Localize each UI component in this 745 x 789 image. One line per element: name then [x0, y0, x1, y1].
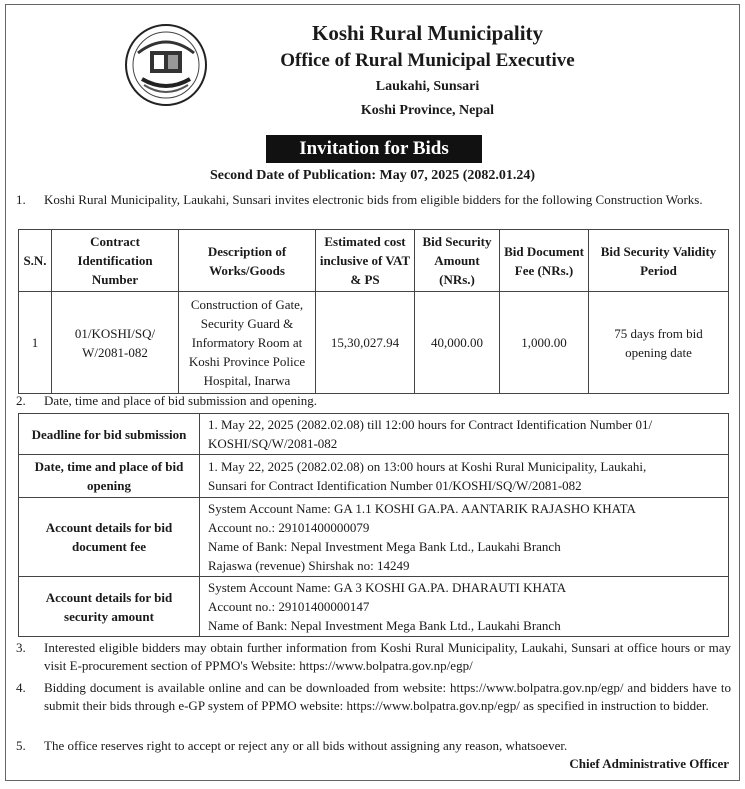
col-bid-security: Bid Security Amount (NRs.): [415, 230, 500, 292]
paragraph-5: 5. The office reserves right to accept or reject any or all bids without assigning any reason, whatsoever.: [16, 738, 568, 753]
publication-date: Second Date of Publication: May 07, 2025 (2082.01.24): [209, 168, 536, 183]
schedule-table: [18, 413, 729, 637]
org-name: Koshi Rural Municipality: [311, 21, 544, 45]
paragraph-1: 1. Koshi Rural Municipality, Laukahi, Sunsari invites electronic bids from eligible bidders for the following Construction Works.: [16, 192, 703, 207]
fee-account-label: Account details for bid document fee: [19, 498, 200, 577]
fee-account-value: System Account Name: GA 1.1 KOSHI GA.PA. AANTARIK RAJASHO KHATA Account no.: 29101400000079 Name of Bank: Nepal Investment Mega Bank Ltd., Laukahi Branch Rajaswa (revenue) Shirshak no: 14249: [200, 498, 729, 577]
notice-title: Invitation for Bids: [266, 135, 482, 163]
deadline-value: 1. May 22, 2025 (2082.02.08) till 12:00 hours for Contract Identification Number 01/ KOSHI/SQ/W/2081-082: [200, 414, 729, 455]
office-name: Office of Rural Municipal Executive: [280, 50, 575, 71]
cell-description: Construction of Gate, Security Guard & Informatory Room at Koshi Province Police Hospital, Inarwa: [179, 292, 316, 394]
notice-page: [5, 4, 740, 781]
security-account-value: System Account Name: GA 3 KOSHI GA.PA. DHARAUTI KHATA Account no.: 29101400000147 Name of Bank: Nepal Investment Mega Bank Ltd., Laukahi Branch: [200, 577, 729, 637]
signature: Chief Administrative Officer: [569, 756, 729, 771]
paragraph-2: 2. Date, time and place of bid submission and opening.: [16, 393, 317, 408]
office-place: Laukahi, Sunsari: [375, 79, 480, 94]
cell-bid-security: 40,000.00: [415, 292, 500, 394]
cell-validity: 75 days from bid opening date: [589, 292, 729, 394]
bid-table-header: [19, 230, 729, 292]
table-row: [19, 292, 729, 394]
table-row: [19, 498, 729, 577]
cell-sn: 1: [19, 292, 52, 394]
table-row: [19, 414, 729, 455]
col-sn: S.N.: [19, 230, 52, 292]
cell-doc-fee: 1,000.00: [500, 292, 589, 394]
cell-contract-id: 01/KOSHI/SQ/ W/2081-082: [52, 292, 179, 394]
cell-estimated-cost: 15,30,027.94: [316, 292, 415, 394]
bid-table: [18, 229, 729, 394]
col-doc-fee: Bid Document Fee (NRs.): [500, 230, 589, 292]
table-row: [19, 455, 729, 498]
office-province: Koshi Province, Nepal: [360, 103, 495, 118]
col-validity: Bid Security Validity Period: [589, 230, 729, 292]
col-description: Description of Works/Goods: [179, 230, 316, 292]
paragraph-3: 3. Interested eligible bidders may obtain further information from Koshi Rural Municipality, Laukahi, Sunsari at office hours or may visit E-procurement section of PPMO's Website: https://www.bolpatra.gov.np/egp/: [16, 640, 731, 673]
letterhead: [6, 19, 739, 123]
col-estimated-cost: Estimated cost inclusive of VAT & PS: [316, 230, 415, 292]
table-row: [19, 577, 729, 637]
col-contract-id: Contract Identification Number: [52, 230, 179, 292]
opening-label: Date, time and place of bid opening: [19, 455, 200, 498]
security-account-label: Account details for bid security amount: [19, 577, 200, 637]
deadline-label: Deadline for bid submission: [19, 414, 200, 455]
opening-value: 1. May 22, 2025 (2082.02.08) on 13:00 hours at Koshi Rural Municipality, Laukahi, Sunsari for Contract Identification Number 01/KOSHI/SQ/W/2081-082: [200, 455, 729, 498]
paragraph-4: 4. Bidding document is available online and can be downloaded from website: https://www.bolpatra.gov.np/egp/ and bidders have to submit their bids through e-GP system of PPMO website: https://www.bolpatra.gov.np/egp/ as specified in instruction to bidder.: [16, 680, 731, 713]
